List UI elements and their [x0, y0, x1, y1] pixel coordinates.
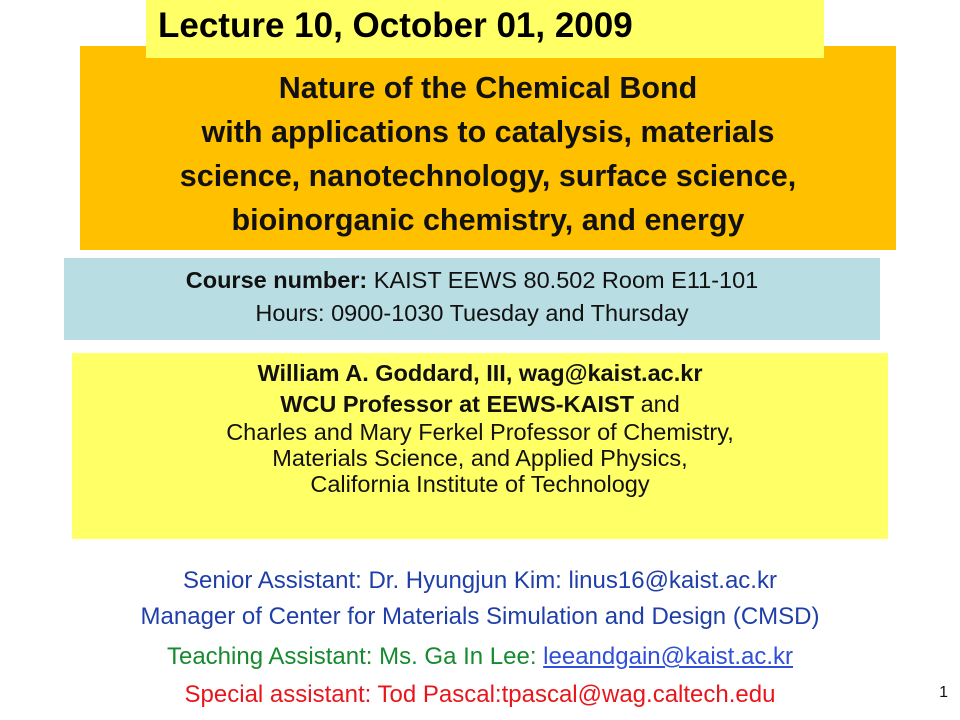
- instructor-wcu-line: [72, 390, 888, 419]
- instructor-name: William A. Goddard, III, wag@kaist.ac.kr: [257, 360, 703, 386]
- course-hours-line: Hours: 0900-1030 Tuesday and Thursday: [255, 300, 689, 326]
- title-line-3: science, nanotechnology, surface science,: [179, 159, 797, 193]
- instructor-box: [72, 353, 888, 539]
- instructor-line-4: Materials Science, and Applied Physics,: [272, 445, 688, 471]
- title-line-1: Nature of the Chemical Bond: [278, 71, 698, 105]
- page-number: 1: [939, 684, 948, 701]
- title-line-2: with applications to catalysis, materials: [201, 115, 775, 149]
- title-line-4: bioinorganic chemistry, and energy: [231, 203, 745, 237]
- course-title-box: [80, 46, 896, 250]
- teaching-assistant: [0, 642, 960, 672]
- course-number-line: [64, 264, 880, 297]
- instructor-line-3: Charles and Mary Ferkel Professor of Chemistry,: [226, 419, 734, 445]
- senior-assistant: Senior Assistant: Dr. Hyungjun Kim: linus16@kaist.ac.kr: [183, 567, 777, 594]
- cmsd-manager: Manager of Center for Materials Simulation and Design (CMSD): [140, 603, 820, 630]
- instructor-wcu-title: WCU Professor at EEWS-KAIST: [280, 391, 635, 417]
- instructor-line-5: California Institute of Technology: [310, 471, 650, 497]
- course-info-box: [64, 258, 880, 340]
- course-number-value: KAIST EEWS 80.502 Room E11-101: [367, 267, 759, 293]
- teaching-assistant-email-link[interactable]: leeandgain@kaist.ac.kr: [543, 643, 794, 670]
- lecture-banner: [146, 0, 824, 58]
- teaching-assistant-label: Teaching Assistant: Ms. Ga In Lee:: [166, 643, 544, 670]
- course-number-label: Course number:: [185, 267, 368, 293]
- lecture-heading: Lecture 10, October 01, 2009: [158, 6, 633, 45]
- instructor-wcu-and: and: [634, 391, 680, 417]
- special-assistant: Special assistant: Tod Pascal:tpascal@wag.caltech.edu: [184, 681, 776, 708]
